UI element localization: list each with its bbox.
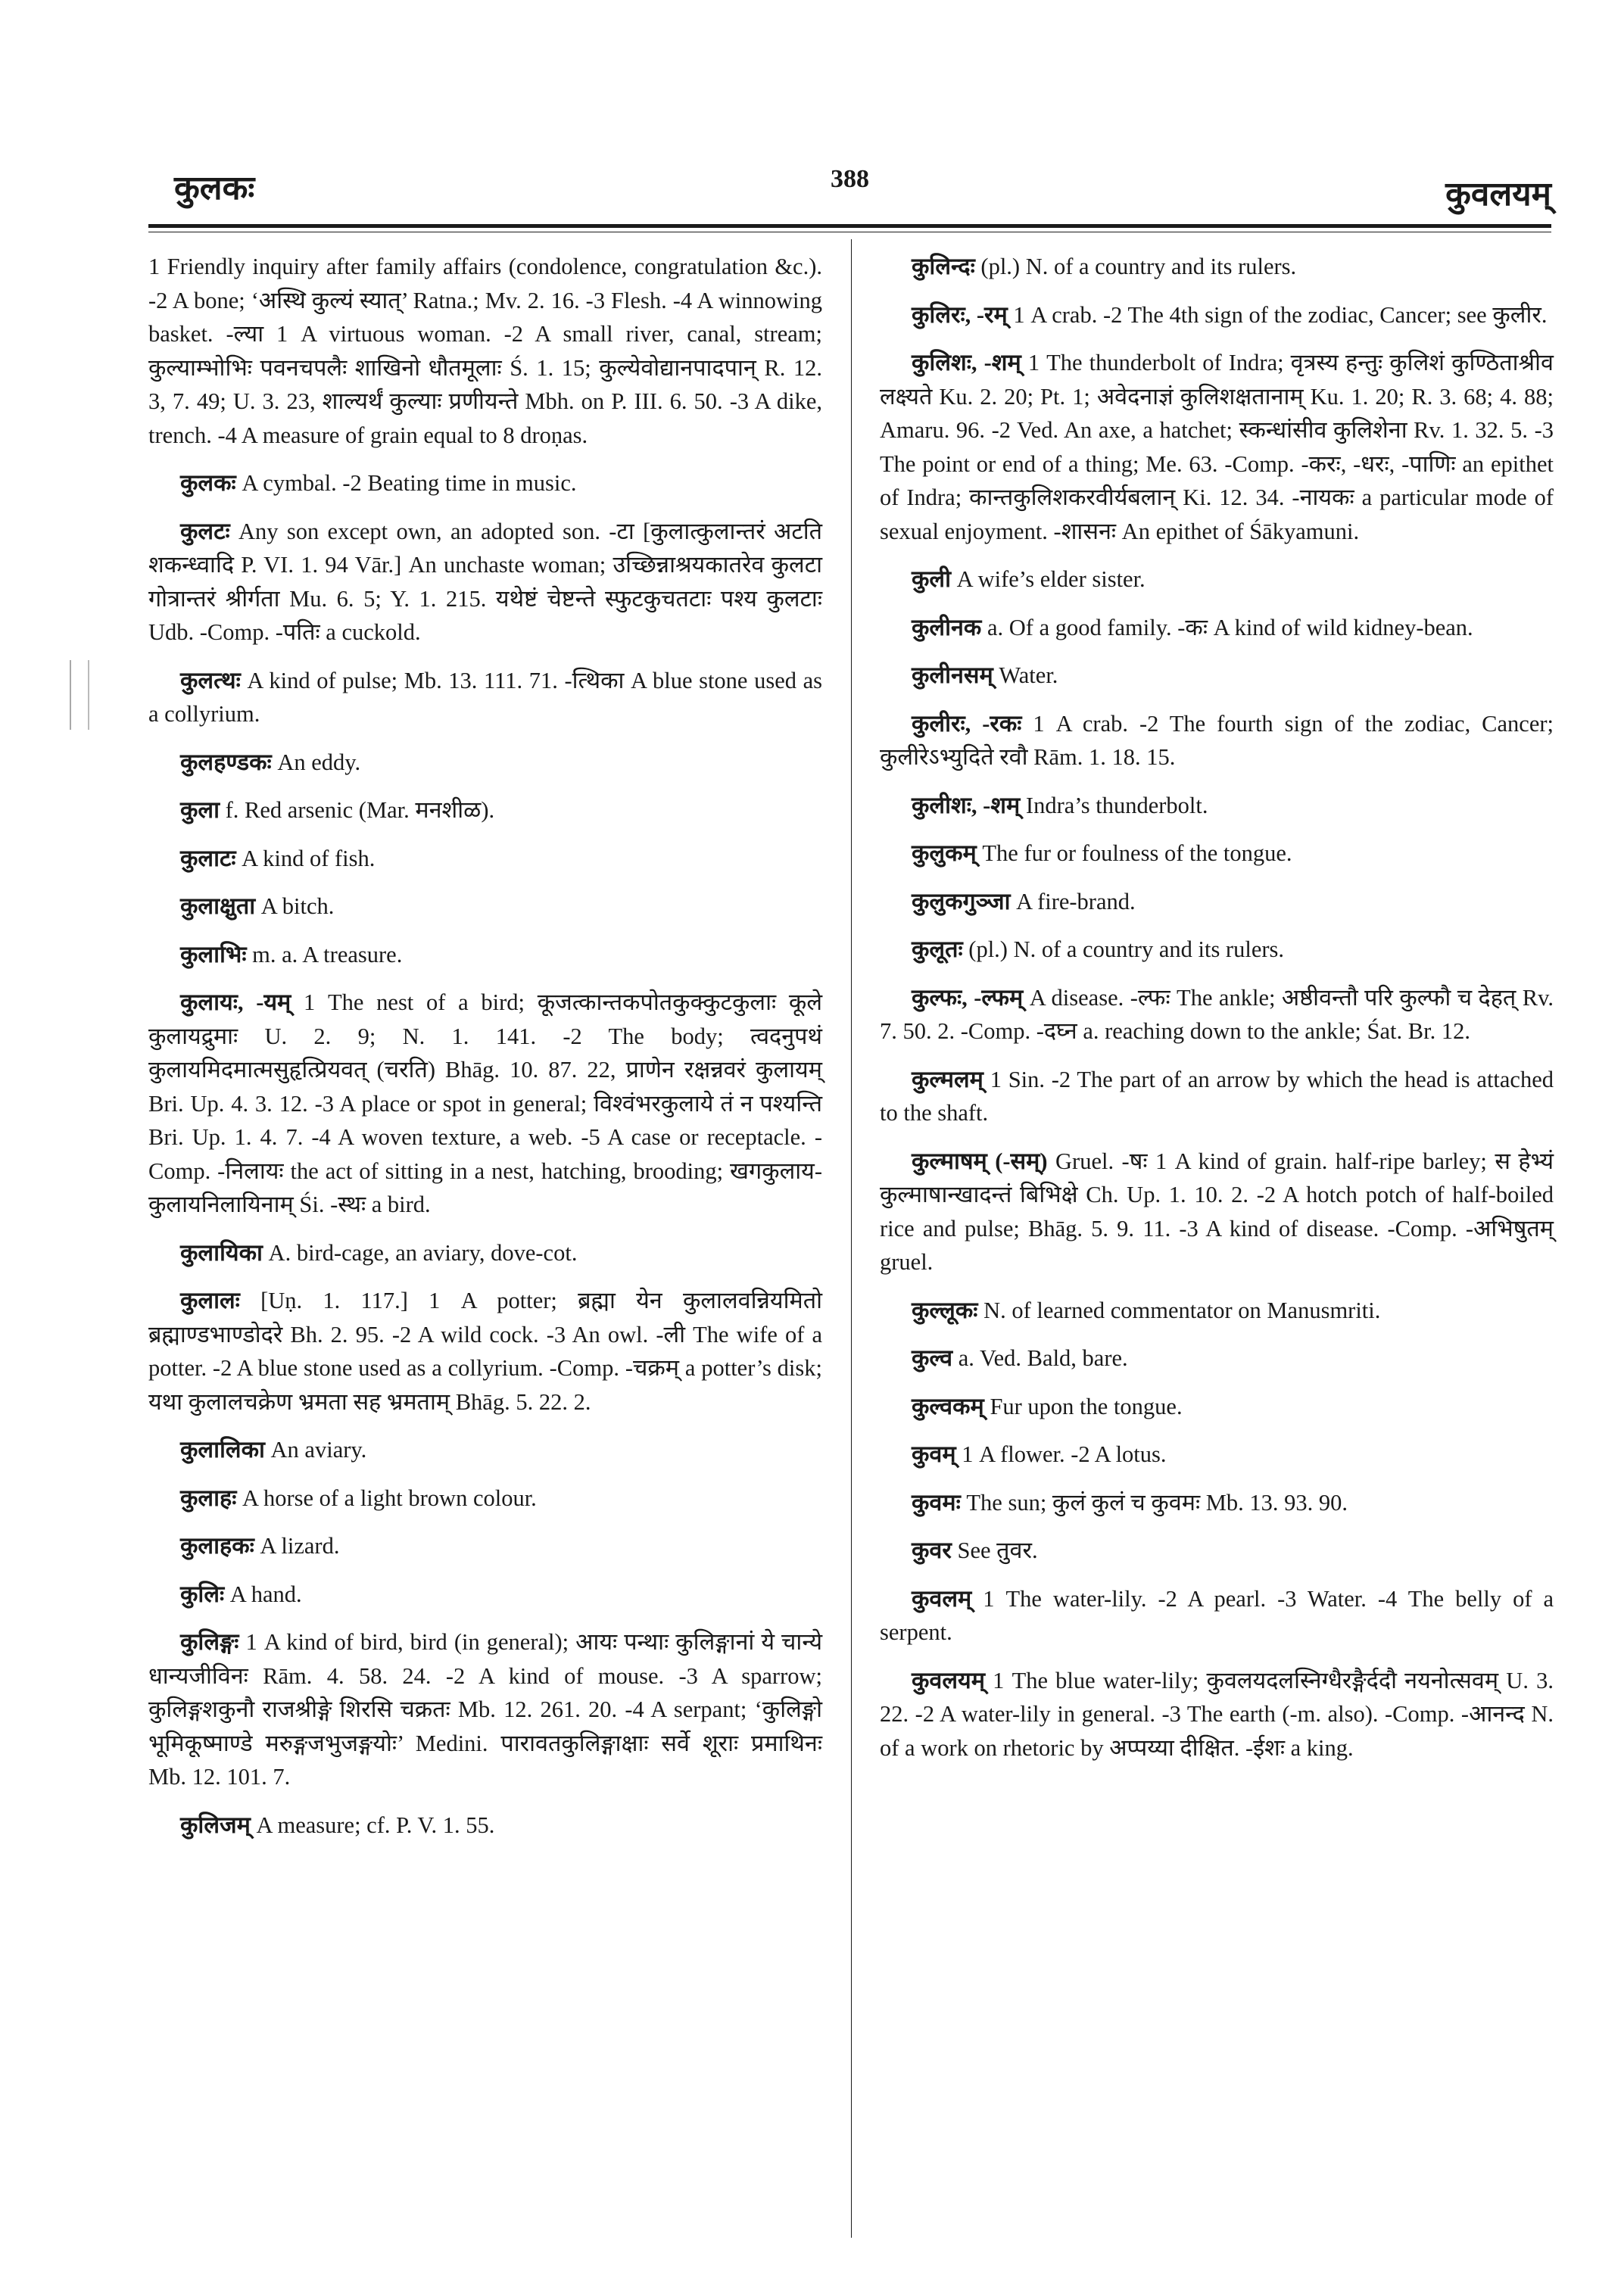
dictionary-entry — [880, 1486, 1554, 1520]
entry-headword: कुलिशः, -शम् — [912, 350, 1021, 375]
entry-headword: कुलिजम् — [180, 1812, 251, 1838]
dictionary-entry — [880, 1664, 1554, 1765]
entry-definition: Water. — [999, 662, 1058, 688]
entry-definition: (pl.) N. of a country and its rulers. — [980, 254, 1297, 279]
dictionary-entry — [148, 250, 822, 452]
entry-definition: Gruel. -षः 1 A kind of grain. half-ripe barley; स हेभ्यं कुल्माषान्खादन्तं बिभिक्षे Ch. Up. 1. 10. 2. -2 A hotch potch of half-boiled rice and pulse; Bhāg. 5. 9. 11. -3 A kind of disease. -Comp. -अभिषुतम् gruel. — [880, 1148, 1554, 1275]
entry-headword: कुलुकगुञ्जा — [912, 888, 1011, 914]
entry-definition: 1 The blue water-lily; कुवलयदलस्निग्धैरङ्गैर्ददौ नयनोत्सवम् U. 3. 22. -2 A water-lily in general. -3 The earth (-m. also). -Comp. -आनन्द N. of a work on rhetoric by अप्पय्या दीक्षित. -ईशः a king. — [880, 1667, 1554, 1761]
dictionary-entry — [880, 1390, 1554, 1424]
column-divider — [851, 239, 852, 2238]
dictionary-entry — [148, 1284, 822, 1419]
entry-definition: a. Of a good family. -कः A kind of wild kidney-bean. — [987, 614, 1473, 640]
entry-headword: कुलीनक — [912, 614, 982, 640]
entry-headword: कुल्लूकः — [912, 1297, 978, 1323]
dictionary-entry — [148, 793, 822, 827]
entry-headword: कुलाक्षुता — [180, 893, 256, 919]
entry-definition: A wife’s elder sister. — [956, 566, 1146, 592]
entry-headword: कुलत्थः — [180, 667, 241, 693]
entry-definition: a. Ved. Bald, bare. — [958, 1345, 1128, 1371]
entry-definition: 1 A crab. -2 The 4th sign of the zodiac, Cancer; see कुलीर. — [1013, 301, 1548, 328]
entry-headword: कुल्माषम् (-सम्) — [912, 1148, 1048, 1174]
dictionary-entry — [880, 707, 1554, 774]
entry-definition: The sun; कुलं कुलं च कुवमः Mb. 13. 93. 90. — [966, 1489, 1348, 1516]
entry-definition: 1 Sin. -2 The part of an arrow by which the head is attached to the shaft. — [880, 1066, 1554, 1126]
dictionary-entry — [880, 981, 1554, 1048]
entry-definition: A bitch. — [260, 893, 335, 919]
entry-headword: कुलकः — [180, 470, 236, 496]
dictionary-entry — [148, 889, 822, 924]
left-column — [148, 250, 822, 1856]
entry-headword: कुलीनसम् — [912, 662, 993, 688]
entry-headword: कुलिरः, -रम् — [912, 301, 1008, 328]
entry-definition: 1 Friendly inquiry after family affairs (condolence, congratulation &c.). -2 A bone; ‘अस्थि कुल्यं स्यात्’ Ratna.; Mv. 2. 16. -3 Flesh. -4 A winnowing basket. -ल्या 1 A virtuous woman. -2 A small river, canal, stream; कुल्याम्भोभिः पवनचपलैः शाखिनो धौतमूलाः Ś. 1. 15; कुल्येवोद्यानपादपान् R. 12. 3, 7. 49; U. 3. 23, शाल्यर्थं कुल्याः प्रणीयन्ते Mbh. on P. III. 6. 50. -3 A dike, trench. -4 A measure of grain equal to 8 droṇas. — [148, 254, 822, 448]
entry-definition: 1 A flower. -2 A lotus. — [962, 1441, 1167, 1467]
entry-definition: A fire-brand. — [1016, 888, 1136, 914]
entry-headword: कुलाटः — [180, 845, 236, 871]
entry-headword: कुलीशः, -शम् — [912, 792, 1021, 818]
dictionary-entry — [148, 746, 822, 780]
dictionary-entry — [880, 885, 1554, 919]
entry-headword: कुलहण्डकः — [180, 749, 272, 775]
entry-definition: m. a. A treasure. — [252, 941, 403, 967]
dictionary-entry — [148, 1481, 822, 1516]
dictionary-entry — [148, 1578, 822, 1612]
entry-definition: [Uṇ. 1. 117.] 1 A potter; ब्रह्मा येन कुलालवन्नियमितो ब्रह्माण्डभाण्डोदरे Bh. 2. 95. -2 A wild cock. -3 An owl. -ली The wife of a potter. -2 A blue stone used as a collyrium. -Comp. -चक्रम् a potter’s disk; यथा कुलालचक्रेण भ्रमता सह भ्रमताम् Bhāg. 5. 22. 2. — [148, 1288, 822, 1415]
entry-headword: कुवमः — [912, 1489, 961, 1516]
entry-definition: f. Red arsenic (Mar. मनशीळ). — [225, 797, 495, 823]
entry-definition: A disease. -ल्फः The ankle; अष्ठीवन्तौ परि कुल्फौ च देहत् Rv. 7. 50. 2. -Comp. -दघ्न a. reaching down to the ankle; Śat. Br. 12. — [880, 984, 1554, 1044]
entry-definition: 1 The thunderbolt of Indra; वृत्रस्य हन्तुः कुलिशं कुण्ठिताश्रीव लक्ष्यते Ku. 2. 20; Pt. 1; अवेदनाज्ञं कुलिशक्षतानाम् Ku. 1. 20; R. 3. 68; 4. 88; Amaru. 96. -2 Ved. An axe, a hatchet; स्कन्धांसीव कुलिशेना Rv. 1. 32. 5. -3 The point or end of a thing; Me. 63. -Comp. -करः, -धरः, -पाणिः an epithet of Indra; कान्तकुलिशकरवीर्यबलान् Ki. 12. 34. -नायकः a particular mode of sexual enjoyment. -शासनः An epithet of Śākyamuni. — [880, 350, 1554, 544]
entry-definition: A kind of pulse; Mb. 13. 111. 71. -त्थिका A blue stone used as a collyrium. — [148, 667, 823, 727]
entry-headword: कुलायः, -यम् — [180, 989, 291, 1015]
entry-headword: कुलायिका — [180, 1239, 263, 1266]
dictionary-entry — [880, 1145, 1554, 1279]
entry-definition: A cymbal. -2 Beating time in music. — [242, 470, 577, 496]
dictionary-entry — [880, 1438, 1554, 1472]
entry-headword: कुवलम् — [912, 1585, 972, 1612]
entry-definition: A lizard. — [260, 1533, 340, 1559]
entry-definition: A horse of a light brown colour. — [242, 1485, 537, 1511]
dictionary-entry — [148, 466, 822, 500]
dictionary-entry — [880, 346, 1554, 548]
entry-definition: 1 The nest of a bird; कूजत्कान्तकपोतकुक्कुटकुलाः कूले कुलायद्रुमाः U. 2. 9; N. 1. 141. -2 The body; त्वदनुपथं कुलायमिदमात्मसुहृत्प्रियवत् (चरति) Bhāg. 10. 87. 22, प्राणेन रक्षन्नवरं कुलायम् Bri. Up. 4. 3. 12. -3 A place or spot in general; विश्वंभरकुलाये तं न पश्यन्ति Bri. Up. 1. 4. 7. -4 A woven texture, a web. -5 A case or receptacle. -Comp. -निलायः the act of sitting in a nest, hatching, brooding; खगकुलाय-कुलायनिलायिनाम् Śi. -स्थः a bird. — [148, 989, 822, 1217]
entry-definition: See तुवर. — [957, 1537, 1038, 1563]
entry-headword: कुलालिका — [180, 1437, 265, 1463]
page-header — [148, 164, 1551, 217]
entry-headword: कुलिन्दः — [912, 254, 975, 279]
entry-headword: कुलीरः, -रकः — [912, 710, 1022, 737]
dictionary-entry — [880, 250, 1554, 284]
entry-headword: कुल्फः, -ल्फम् — [912, 984, 1024, 1011]
entry-definition: Any son except own, an adopted son. -टा [कुलात्कुलान्तरं अटति शकन्ध्वादि P. VI. 1. 94 Vār.] An unchaste woman; उच्छिन्नाश्रयकातरेव कुलटा गोत्रान्तरं श्रीर्गता Mu. 6. 5; Y. 1. 215. यथेष्टं चेष्टन्ते स्फुटकुचतटाः पश्य कुलटाः Udb. -Comp. -पतिः a cuckold. — [148, 518, 823, 645]
dictionary-entry — [148, 1809, 822, 1843]
dictionary-entry — [880, 1294, 1554, 1328]
entry-definition: 1 A crab. -2 The fourth sign of the zodiac, Cancer; कुलीरेऽभ्युदिते रवौ Rām. 1. 18. 15. — [880, 710, 1554, 770]
left-running-headword: कुलकः — [174, 170, 255, 207]
entry-headword: कुल्वकम् — [912, 1393, 984, 1419]
entry-headword: कुवर — [912, 1537, 952, 1563]
dictionary-entry — [880, 298, 1554, 332]
page-number: 388 — [831, 165, 869, 193]
dictionary-entry — [880, 1582, 1554, 1650]
entry-definition: A measure; cf. P. V. 1. 55. — [256, 1812, 495, 1838]
dictionary-entry — [148, 1529, 822, 1563]
entry-headword: कुली — [912, 566, 952, 592]
entry-headword: कुलालः — [180, 1288, 240, 1313]
entry-headword: कुलाहकः — [180, 1533, 254, 1559]
entry-definition: An eddy. — [277, 749, 361, 775]
dictionary-entry — [880, 659, 1554, 693]
dictionary-entry — [148, 938, 822, 972]
entry-definition: 1 The water-lily. -2 A pearl. -3 Water. -4 The belly of a serpent. — [880, 1585, 1554, 1645]
entry-definition: A kind of fish. — [242, 845, 376, 871]
dictionary-entry — [880, 1534, 1554, 1568]
entry-headword: कुल्व — [912, 1345, 953, 1371]
entry-definition: N. of learned commentator on Manusmriti. — [983, 1297, 1381, 1323]
entry-definition: An aviary. — [270, 1437, 367, 1463]
entry-headword: कुलूतः — [912, 936, 963, 962]
entry-headword: कुलुकम् — [912, 840, 977, 866]
dictionary-entry — [880, 789, 1554, 823]
entry-headword: कुलिः — [180, 1581, 225, 1607]
entry-headword: कुवलयम् — [912, 1667, 985, 1693]
entry-headword: कुलिङ्गः — [180, 1629, 239, 1655]
margin-mark — [70, 660, 89, 730]
dictionary-entry — [148, 664, 822, 731]
dictionary-entry — [148, 1625, 822, 1794]
entry-definition: Fur upon the tongue. — [990, 1393, 1183, 1419]
entry-headword: कुवम् — [912, 1441, 956, 1467]
dictionary-entry — [880, 1063, 1554, 1130]
entry-headword: कुलाहः — [180, 1485, 237, 1511]
entry-definition: Indra’s thunderbolt. — [1025, 792, 1208, 818]
dictionary-entry — [148, 842, 822, 876]
dictionary-entry — [148, 986, 822, 1222]
entry-definition: 1 A kind of bird, bird (in general); आयः पन्थाः कुलिङ्गानां ये चान्ये धान्यजीविनः Rām. 4. 58. 24. -2 A kind of mouse. -3 A sparrow; कुलिङ्गशकुनौ राजश्रीङ्गे शिरसि चक्रतः Mb. 12. 261. 20. -4 A serpant; ‘कुलिङ्गो भूमिकूष्माण्डे मरुङ्गजभुजङ्गयोः’ Medini. पारावतकुलिङ्गाक्षाः सर्वे शूराः प्रमाथिनः Mb. 12. 101. 7. — [148, 1629, 823, 1790]
entry-headword: कुल्मलम् — [912, 1066, 983, 1092]
entry-definition: A. bird-cage, an aviary, dove-cot. — [268, 1239, 578, 1266]
dictionary-entry — [148, 515, 822, 650]
entry-definition: (pl.) N. of a country and its rulers. — [968, 936, 1285, 962]
header-rule-thick — [148, 224, 1551, 228]
entry-headword: कुलाभिः — [180, 941, 247, 967]
right-running-headword: कुवलयम् — [1445, 176, 1551, 213]
entry-headword: कुलटः — [180, 518, 230, 544]
dictionary-entry — [880, 933, 1554, 967]
entry-definition: The fur or foulness of the tongue. — [982, 840, 1292, 866]
entry-definition: A hand. — [229, 1581, 302, 1607]
dictionary-entry — [880, 1341, 1554, 1375]
dictionary-entry — [880, 611, 1554, 645]
dictionary-entry — [880, 562, 1554, 597]
dictionary-entry — [148, 1236, 822, 1270]
entry-headword: कुला — [180, 797, 220, 823]
dictionary-entry — [880, 837, 1554, 871]
right-column — [880, 250, 1554, 1779]
dictionary-entry — [148, 1433, 822, 1467]
